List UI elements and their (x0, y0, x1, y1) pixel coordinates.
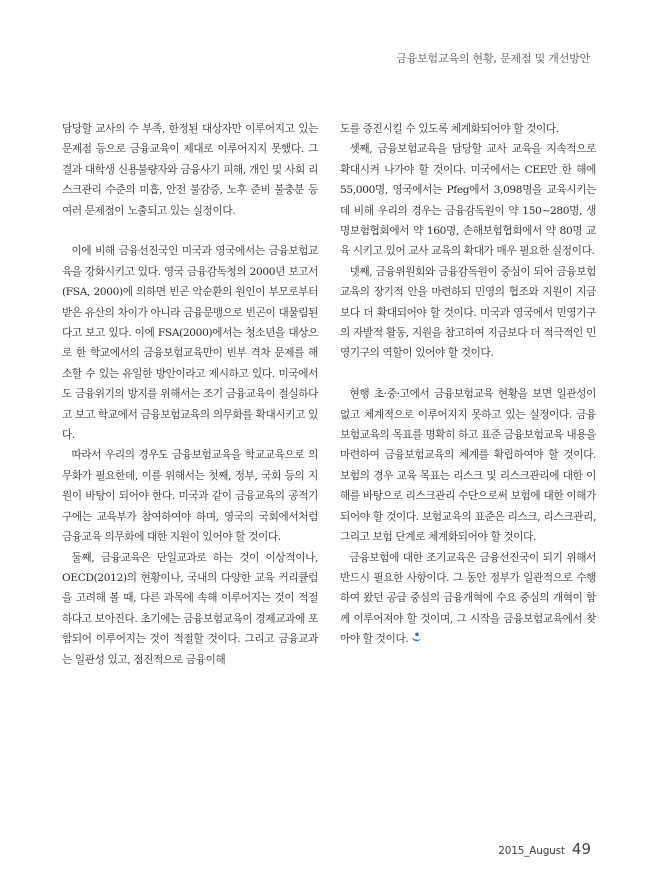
page-footer (498, 839, 591, 858)
left-column (62, 119, 318, 670)
paragraph: 도를 증진시킬 수 있도록 체계화되어야 할 것이다. (340, 123, 559, 135)
right-column (340, 119, 596, 650)
running-header: 금융보험교육의 현황, 문제점 및 개선방안 (396, 52, 590, 65)
paragraph-last (340, 548, 596, 650)
issue-label: 2015_August (498, 845, 565, 857)
paragraph: 담당할 교사의 수 부족, 한정된 대상자만 이루어지고 있는 문제점 등으로 금융교육이 제대로 이루어지지 못했다. 그 결과 대학생 신용불량자와 금융사기 피해, 개인 및 사회 리스크관리 수준의 미흡, 안전 불감증, 노후 준비 불충분 등 여러 문제점이 노출되고 있는 실정이다. (62, 123, 318, 217)
paragraph: 둘째, 금융교육은 단일교과로 하는 것이 이상적이나, OECD(2012)의 현황이나, 국내의 다양한 교육 커리큘럼을 고려해 볼 때, 다른 과목에 속해 이루어지는 것이 적절하다고 보아진다. 초기에는 금융보험교육이 경제교과에 포함되어 이루어지는 것이 적절할 것이다. 그리고 금융교과는 일관성 있고, 점진적으로 금융이해 (62, 551, 318, 666)
end-of-article-icon (411, 632, 422, 643)
paragraph: 넷째, 금융위원회와 금융감독원이 중심이 되어 금융보험교육의 장기적 안을 마련하되 민영의 협조와 지원이 지금보다 더 확대되어야 할 것이다. 미국과 영국에서 민영기구의 자발적 활동, 지원을 참고하여 지금보다 더 적극적인 민영기구의 역할이 있어야 할 것이다. (340, 265, 596, 360)
page-number: 49 (571, 840, 591, 858)
paragraph-text: 금융보험에 대한 조기교육은 금융선진국이 되기 위해서 반드시 필요한 사항이다. 그 동안 정부가 일관적으로 수행하여 왔던 공급 중심의 금융개혁에 수요 중심의 개혁이 함께 이루어져야 할 것이며, 그 시작을 금융보험교육에서 찾아야 할 것이다. (340, 551, 596, 646)
paragraph: 셋째, 금융보험교육을 담당할 교사 교육을 지속적으로 확대시켜 나가야 할 것이다. 미국에서는 CEE만 한 해에 55,000명, 영국에서는 Pfeg에서 3,098명을 교육시키는 데 비해 우리의 경우는 금융감독원이 약 150~280명, 생명보험협회에서 약 160명, 손해보험협회에서 약 80명 교육 시키고 있어 교사 교육의 확대가 매우 필요한 실정이다. (340, 143, 596, 258)
paragraph: 따라서 우리의 경우도 금융보험교육을 학교교육으로 의무화가 필요한데, 이를 위해서는 첫째, 정부, 국회 등의 지원이 바탕이 되어야 한다. 미국과 같이 금융교육의 공적기구에는 교육부가 참여하여야 하며, 영국의 국회에서처럼 금융교육 의무화에 대한 지원이 있어야 할 것이다. (62, 449, 318, 544)
paragraph: 현행 초·중·고에서 금융보험교육 현황을 보면 일관성이 없고 체계적으로 이루어지지 못하고 있는 실정이다. 금융보험교육의 목표를 명확히 하고 표준 금융보험교육 내용을 마련하여 금융보험교육의 체계를 확립하여야 할 것이다. 보험의 경우 교육 목표는 리스크 및 리스크관리에 대한 이해를 바탕으로 리스크관리 수단으로써 보험에 대한 이해가 되어야 할 것이다. 보험교육의 표준은 리스크, 리스크관리, 그리고 보험 단계로 체계화되어야 할 것이다. (340, 388, 596, 544)
paragraph: 이에 비해 금융선진국인 미국과 영국에서는 금융보험교육을 강화시키고 있다. 영국 금융감독청의 2000년 보고서(FSA, 2000)에 의하면 빈곤 악순환의 원인이 부모로부터 받은 유산의 차이가 아니라 금융문맹으로 빈곤이 대물림된다고 보고 있다. 이에 FSA(2000)에서는 청소년을 대상으로 한 학교에서의 금융보험교육만이 빈부 격차 문제를 해소할 수 있는 유일한 방안이라고 제시하고 있다. 미국에서도 금융위기의 방지를 위해서는 조기 금융교육이 절실하다고 보고 학교에서 금융보험교육의 의무화를 확대시키고 있다. (62, 245, 318, 442)
